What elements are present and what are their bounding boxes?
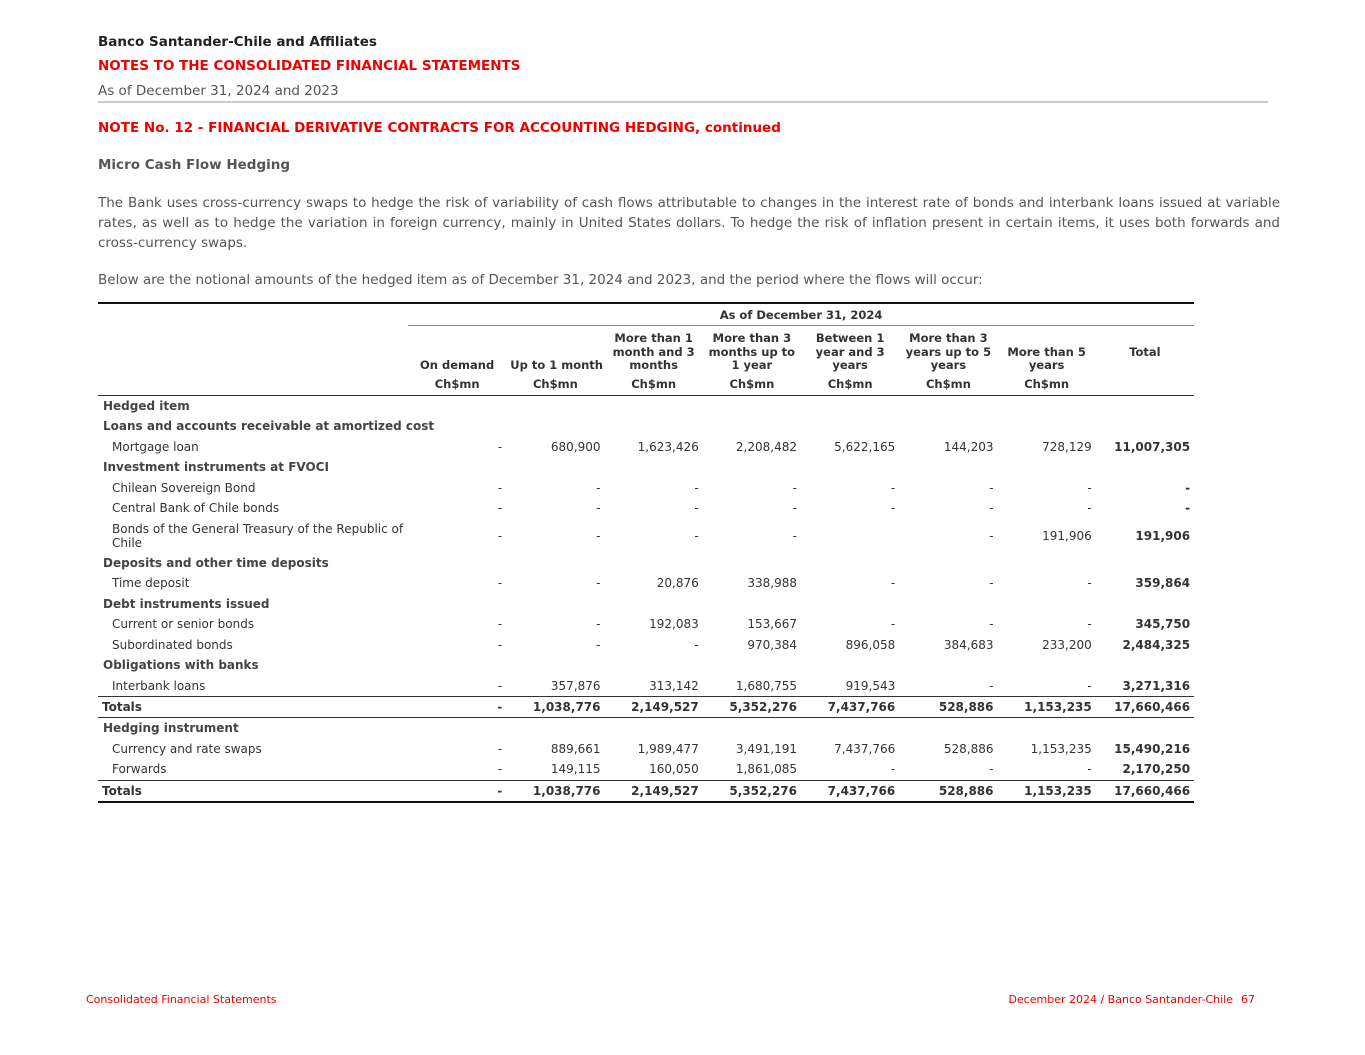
value-cell: - [694, 501, 699, 516]
col-header-total: Total [1129, 344, 1161, 359]
value-cell: 3,491,191 [735, 741, 797, 756]
value-cell: - [497, 762, 503, 777]
group-label: Hedged item [103, 398, 190, 413]
table-row [98, 614, 1194, 635]
value-cell: - [890, 501, 896, 516]
value-cell: 1,153,235 [1030, 741, 1092, 756]
table-row [98, 519, 1194, 553]
unit-label: Ch$mn [605, 373, 703, 396]
row-label: Subordinated bonds [112, 637, 233, 652]
value-cell: 528,886 [943, 741, 994, 756]
row-label: Currency and rate swaps [112, 741, 262, 756]
value-cell: 528,886 [899, 697, 997, 718]
value-cell: - [890, 576, 896, 591]
value-cell: 313,142 [649, 678, 699, 693]
footer-left: Consolidated Financial Statements [86, 993, 277, 1006]
unit-label: Ch$mn [998, 373, 1096, 396]
total-cell: 15,490,216 [1114, 741, 1191, 756]
total-cell: 11,007,305 [1114, 439, 1191, 454]
notes-title: NOTES TO THE CONSOLIDATED FINANCIAL STATEMENTS [98, 58, 521, 74]
value-cell: - [497, 741, 503, 756]
value-cell: 970,384 [747, 637, 797, 652]
blank-header-cell [98, 326, 408, 373]
totals-row [98, 780, 1194, 802]
value-cell: - [1087, 576, 1092, 591]
table-row [98, 437, 1194, 458]
total-cell: 191,906 [1135, 528, 1191, 543]
total-cell: 17,660,466 [1096, 697, 1194, 718]
row-label: Interbank loans [112, 678, 206, 693]
value-cell: 1,038,776 [506, 780, 604, 802]
total-cell: 359,864 [1135, 576, 1191, 591]
row-label: Time deposit [112, 576, 190, 591]
blank-header-cell [98, 373, 408, 396]
value-cell: 896,058 [845, 637, 896, 652]
value-cell: - [989, 528, 994, 543]
table-row [98, 635, 1194, 656]
row-label: Current or senior bonds [112, 617, 255, 632]
value-cell: 20,876 [656, 576, 699, 591]
note-title: NOTE No. 12 - FINANCIAL DERIVATIVE CONTRACTS FOR ACCOUNTING HEDGING, continued [98, 120, 781, 136]
value-cell: 680,900 [550, 439, 601, 454]
col-header: More than 3 years up to 5 years [905, 331, 992, 372]
table-row [98, 759, 1194, 780]
value-cell: - [497, 678, 503, 693]
table-row [98, 573, 1194, 594]
value-cell: - [890, 617, 896, 632]
value-cell: - [694, 637, 699, 652]
unit-label: Ch$mn [801, 373, 899, 396]
row-label: Bonds of the General Treasury of the Republic of Chile [112, 521, 404, 550]
value-cell: 5,352,276 [703, 697, 801, 718]
value-cell: - [694, 528, 699, 543]
value-cell [801, 519, 899, 553]
value-cell: - [1087, 762, 1092, 777]
value-cell: - [497, 480, 503, 495]
value-cell: 192,083 [649, 617, 699, 632]
value-cell: 357,876 [550, 678, 601, 693]
unit-label: Ch$mn [899, 373, 997, 396]
value-cell: 144,203 [943, 439, 994, 454]
group-label: Hedging instrument [103, 721, 239, 736]
table-row [98, 676, 1194, 697]
value-cell: - [1087, 617, 1092, 632]
value-cell: 7,437,766 [801, 697, 899, 718]
row-label: Central Bank of Chile bonds [112, 501, 280, 516]
table-row [98, 739, 1194, 760]
col-header: More than 1 month and 3 months [612, 331, 695, 372]
col-header: More than 5 years [1007, 344, 1086, 372]
value-cell: 1,989,477 [637, 741, 699, 756]
unit-label: Ch$mn [408, 373, 506, 396]
value-cell: - [596, 576, 601, 591]
intro-paragraph: The Bank uses cross-currency swaps to hedge the risk of variability of cash flows attributable to changes in the interest rate of bonds and interbank loans issued at variable rates, as well as to hedge the variation in foreign currency, mainly in United States dollars. To hedge the risk of inflation present in certain items, it uses both forwards and cross-currency swaps. [98, 195, 1280, 251]
value-cell: - [989, 678, 994, 693]
total-cell: 17,660,466 [1096, 780, 1194, 802]
value-cell: 338,988 [747, 576, 797, 591]
group-label: Deposits and other time deposits [103, 555, 329, 570]
value-cell: - [989, 762, 994, 777]
value-cell: 2,149,527 [605, 780, 703, 802]
total-cell: 3,271,316 [1122, 678, 1191, 693]
value-cell: 384,683 [943, 637, 994, 652]
value-cell: - [596, 480, 601, 495]
value-cell: 5,622,165 [834, 439, 896, 454]
value-cell: - [890, 762, 896, 777]
value-cell: 2,208,482 [735, 439, 797, 454]
value-cell: - [408, 697, 506, 718]
group-label: Loans and accounts receivable at amortized cost [103, 419, 435, 434]
row-label: Forwards [112, 762, 167, 777]
blank-header-cell [98, 303, 408, 326]
value-cell: - [497, 439, 503, 454]
row-label: Mortgage loan [112, 439, 199, 454]
total-cell: - [1185, 480, 1191, 495]
value-cell: - [497, 617, 503, 632]
total-cell: - [1185, 501, 1191, 516]
value-cell: - [497, 528, 503, 543]
value-cell: - [792, 501, 797, 516]
group-label: Debt instruments issued [103, 596, 270, 611]
section-title: Micro Cash Flow Hedging [98, 157, 291, 173]
date-range: As of December 31, 2024 and 2023 [98, 83, 339, 99]
company-name: Banco Santander-Chile and Affiliates [98, 34, 377, 50]
value-cell: 233,200 [1042, 637, 1092, 652]
value-cell: - [1087, 480, 1092, 495]
value-cell: 1,153,235 [998, 780, 1096, 802]
value-cell: - [989, 480, 994, 495]
value-cell: - [1087, 678, 1092, 693]
total-cell: 2,170,250 [1122, 762, 1191, 777]
value-cell: - [408, 780, 506, 802]
group-label: Investment instruments at FVOCI [103, 460, 329, 475]
value-cell: 1,623,426 [637, 439, 699, 454]
footer-right [1008, 993, 1255, 1006]
value-cell: 889,661 [550, 741, 601, 756]
value-cell: 2,149,527 [605, 697, 703, 718]
row-label: Totals [98, 780, 408, 802]
page-number: 67 [1241, 993, 1255, 1006]
table-intro-paragraph: Below are the notional amounts of the hedged item as of December 31, 2024 and 2023, and the period where the flows will occur: [98, 272, 983, 288]
period-header: As of December 31, 2024 [408, 303, 1194, 326]
value-cell: 1,680,755 [735, 678, 797, 693]
totals-row [98, 697, 1194, 718]
total-cell: 345,750 [1135, 617, 1191, 632]
col-header: Between 1 year and 3 years [815, 331, 885, 372]
value-cell: - [497, 637, 503, 652]
table-row [98, 478, 1194, 499]
value-cell: 7,437,766 [834, 741, 896, 756]
blank-header-cell [1096, 373, 1194, 396]
value-cell: - [989, 617, 994, 632]
value-cell: - [989, 576, 994, 591]
value-cell: - [596, 637, 601, 652]
value-cell: 728,129 [1042, 439, 1092, 454]
value-cell: 5,352,276 [703, 780, 801, 802]
value-cell: 528,886 [899, 780, 997, 802]
value-cell: - [497, 501, 503, 516]
total-cell: 2,484,325 [1122, 637, 1191, 652]
value-cell: 153,667 [747, 617, 797, 632]
unit-label: Ch$mn [506, 373, 604, 396]
value-cell: 1,153,235 [998, 697, 1096, 718]
value-cell: - [890, 480, 896, 495]
value-cell: - [497, 576, 503, 591]
row-label: Totals [98, 697, 408, 718]
value-cell: - [694, 480, 699, 495]
col-header: On demand [420, 358, 495, 372]
row-label: Chilean Sovereign Bond [112, 480, 256, 495]
value-cell: 160,050 [649, 762, 699, 777]
value-cell: - [596, 528, 601, 543]
value-cell: 7,437,766 [801, 780, 899, 802]
value-cell: - [596, 501, 601, 516]
value-cell: - [792, 528, 797, 543]
header-divider [98, 101, 1268, 103]
value-cell: 191,906 [1042, 528, 1092, 543]
unit-label: Ch$mn [703, 373, 801, 396]
value-cell: - [989, 501, 994, 516]
col-header: Up to 1 month [510, 358, 603, 372]
value-cell: 919,543 [845, 678, 896, 693]
value-cell: - [792, 480, 797, 495]
col-header: More than 3 months up to 1 year [708, 331, 796, 372]
group-label: Obligations with banks [103, 658, 259, 673]
value-cell: - [596, 617, 601, 632]
value-cell: - [1087, 501, 1092, 516]
value-cell: 149,115 [550, 762, 601, 777]
footer-title: December 2024 / Banco Santander-Chile [1008, 993, 1233, 1006]
value-cell: 1,038,776 [506, 697, 604, 718]
hedging-table [98, 302, 1194, 803]
value-cell: 1,861,085 [735, 762, 797, 777]
table-row [98, 498, 1194, 519]
